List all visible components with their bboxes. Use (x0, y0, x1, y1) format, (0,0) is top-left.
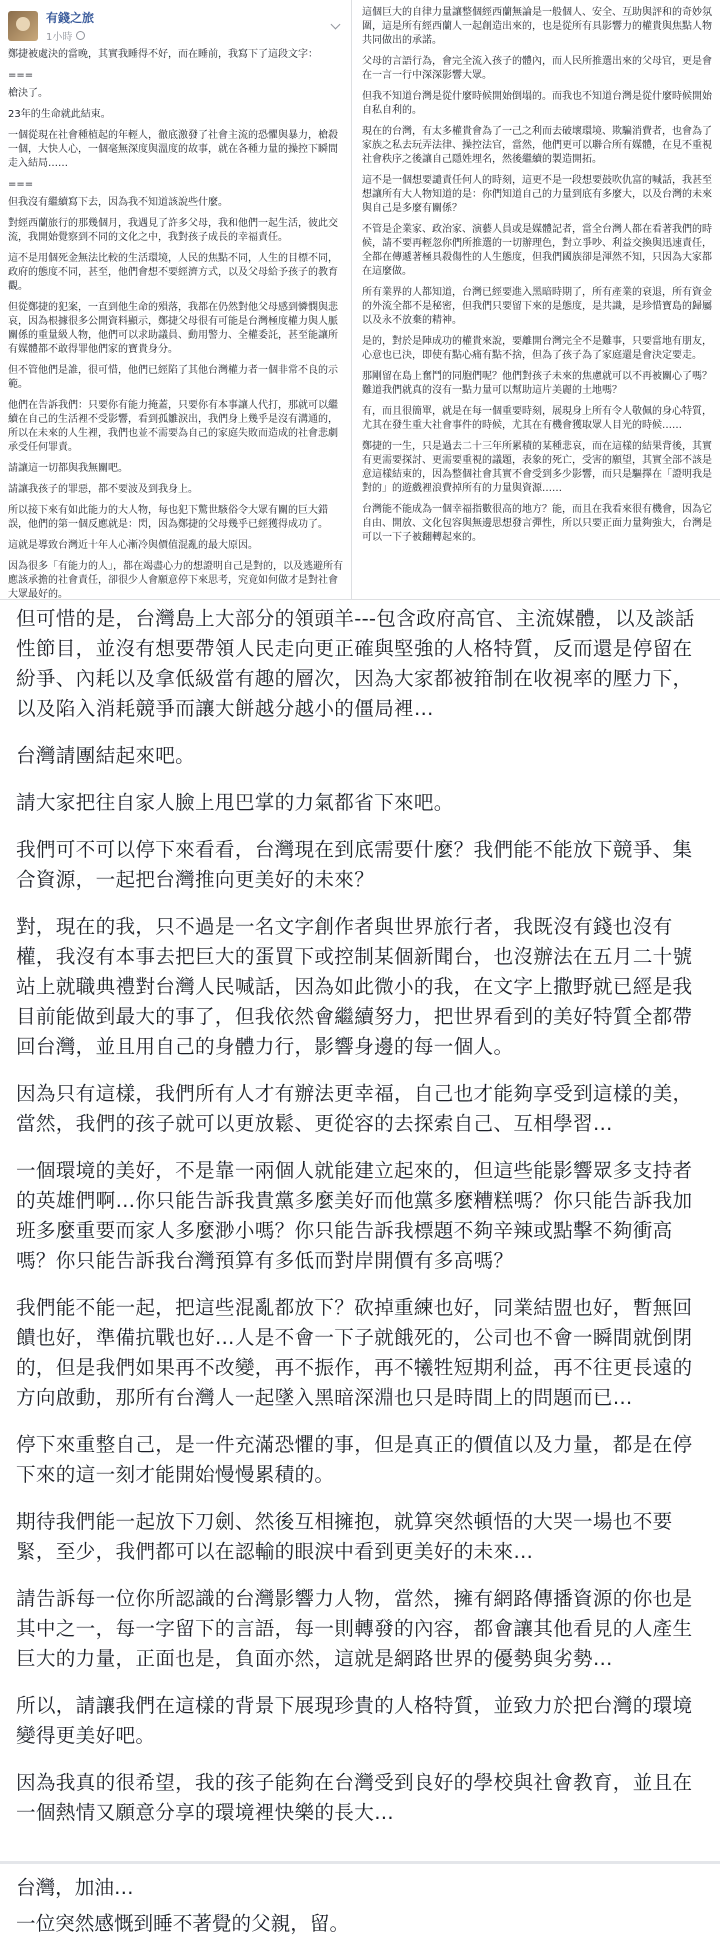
article-paragraph: 期待我們能一起放下刀劍、然後互相擁抱，就算突然頓悟的大哭一場也不要緊，至少，我們都可以在認輸的眼淚中看到更美好的未來… (16, 1510, 673, 1563)
post-timestamp[interactable]: 1小時 (46, 32, 73, 43)
post-paragraph: 但不管他們是誰，很可惜，他們已經陷了其他台灣權力者一個非常不良的示範。 (8, 365, 338, 390)
post-right-column (352, 0, 720, 600)
post-paragraph: 但我不知道台灣是從什麼時候開始倒塌的。而我也不知道台灣是從什麼時候開始自私自利的。 (362, 91, 712, 116)
post-paragraph: 是的，對於是陣成功的權貴來說，要離開台灣完全不是難事，只要當地有朋友，心意也已決，即使有點心痛有點不捨，但為了孩子為了家庭還是會決定要走。 (362, 336, 712, 361)
post-separator: === (8, 70, 34, 81)
article-paragraph: 我們能不能一起，把這些混亂都放下？砍掉重練也好，同業結盟也好，暫無回饋也好，準備抗戰也好…人是不會一下子就餓死的，公司也不會一瞬間就倒閉的，但是我們如果再不改變，再不振作，再不犧牲短期利益，再不往更長遠的方向啟動，那所有台灣人一起墜入黑暗深淵也只是時間上的問題而已… (16, 1296, 693, 1409)
signature-line: 一位突然感慨到睡不著覺的父親，留。 (16, 1912, 350, 1935)
post-paragraph: 台灣能不能成為一個幸福指數很高的地方？能，而且在我看來很有機會，因為它自由、開放、文化包容與無邊思想發言彈性，所以只要正面力量夠強大，台灣是可以一下子被翻轉起來的。 (362, 504, 712, 543)
post-paragraph: 這不是用個死金無法比較的生活環境，人民的焦點不同，人生的目標不同，政府的態度不同，甚至，他們會想不要經濟方式，以及父母給予孩子的教育觀。 (8, 253, 338, 292)
post-paragraph: 鄭捷被處決的當晚，其實我睡得不好，而在睡前，我寫下了這段文字： (8, 49, 318, 60)
article-paragraph: 停下來重整自己，是一件充滿恐懼的事，但是真正的價值以及力量，都是在停下來的這一刻才能開始慢慢累積的。 (16, 1433, 693, 1486)
post-paragraph: 因為很多「有能力的人」，都在竭盡心力的想證明自己是對的，以及逃避所有應該承擔的社會責任，卻很少人會願意停下來思考，究竟如何做才是對社會大眾最好的。 (8, 561, 343, 600)
article-body (0, 600, 720, 1861)
article-paragraph: 請告訴每一位你所認識的台灣影響力人物，當然，擁有網路傳播資源的你也是其中之一，每一字留下的言語，每一則轉發的內容，都會讓其他看見的人產生巨大的力量，正面也是，負面亦然，這就是網路世界的優勢與劣勢… (16, 1587, 693, 1670)
post-paragraph: 鄭捷的一生，只是過去二十三年所累積的某種悲哀，而在這樣的結果背後，其實有更需要探討、更需要重視的議題，表象的死亡，受害的願望，其實全部不該是意這樣結束的，因為整個社會其實不會受到多少影響，而只是驅擇在「證明我是對的」的遊戲裡浪費掉所有的力量與資源…… (362, 441, 712, 494)
post-left-column (0, 0, 352, 600)
post-paragraph: 請讓我孩子的罪惡，都不要波及到我身上。 (8, 484, 198, 495)
post-paragraph: 有，而且很簡單，就是在每一個重要時刻，展現身上所有令人敬佩的身心特質，尤其在發生重大社會事件的時候，尤其在有機會獲取眾人目光的時候…… (362, 406, 712, 431)
post-paragraph: 槍決了。 (8, 88, 48, 99)
signature-block (0, 1864, 720, 1949)
article-paragraph: 因為只有這樣，我們所有人才有辦法更幸福，自己也才能夠享受到這樣的美，當然，我們的孩子就可以更放鬆、更從容的去探索自己、互相學習… (16, 1082, 693, 1135)
post-paragraph: 請讓這一切都與我無關吧。 (8, 463, 128, 474)
post-paragraph: 但我沒有繼續寫下去，因為我不知道該說些什麼。 (8, 197, 228, 208)
post-paragraph: 這就是導致台灣近十年人心漸冷與價值混亂的最大原因。 (8, 540, 258, 551)
globe-icon (76, 31, 85, 40)
article-paragraph: 我們可不可以停下來看看，台灣現在到底需要什麼？我們能不能放下競爭、集合資源，一起把台灣推向更美好的未來？ (16, 838, 693, 891)
post-time-row (46, 28, 94, 43)
article-paragraph: 請大家把往自家人臉上甩巴掌的力氣都省下來吧。 (16, 791, 454, 814)
post-paragraph: 那剛留在島上奮鬥的同胞們呢？他們對孩子未來的焦慮就可以不再被關心了嗎？難道我們就真的沒有一點力量可以幫助這片美麗的土地嗎？ (362, 371, 712, 396)
article-paragraph: 因為我真的很希望，我的孩子能夠在台灣受到良好的學校與社會教育，並且在一個熱情又願意分享的環境裡快樂的長大… (16, 1771, 693, 1824)
post-paragraph: 所以接下來有如此能力的大人物，每也犯下驚世駭俗令大眾有關的巨大錯誤，他們的第一個反應就是：閃，因為鄭捷的父母幾乎已經獲得成功了。 (8, 505, 328, 530)
post-body-left (8, 48, 343, 600)
post-paragraph: 父母的言語行為，會完全流入孩子的體內，而人民所推選出來的父母官，更是會在一言一行中深深影響大眾。 (362, 56, 712, 81)
article-paragraph: 所以，請讓我們在這樣的背景下展現珍貴的人格特質，並致力於把台灣的環境變得更美好吧。 (16, 1694, 693, 1747)
post-paragraph: 現在的台灣，有太多權貴會為了一己之利而去破壞環境、欺騙消費者，也會為了家族之私去玩弄法律、操控法官，當然，他們更可以聯合所有媒體，在見不重視社會秩序之後讓自己隱姓埋名，然後繼續的製造開拓。 (362, 126, 712, 165)
post-paragraph: 不管是企業家、政治家、演藝人員或是媒體記者，當全台灣人都在看著我們的時候，請不要再輕忽你們所推選的一切辦理色，對立爭吵、利益交換與迅速責任，全都在傳遞著極具殺傷性的人生態度，但我們國族卻是渾然不知，只因為大家都在這麼做。 (362, 224, 712, 277)
post-paragraph: 但從鄭捷的犯案，一直到他生命的殞落，我都在仍然對他父母感到憐憫與悲哀，因為根據很多公開資料顯示，鄭捷父母很有可能是台灣極度權力與人脈關係的重量級人物，他們可以求助議員、動用警力、全權委託，甚至能讓所有媒體都不敢得罪他們家的寶貴身分。 (8, 302, 338, 355)
post-separator: === (8, 179, 34, 190)
post-paragraph: 這不是一個想要譴責任何人的時刻，這更不是一段想要鼓吹仇富的喊話，我甚至想讓所有大人物知道的是：你們知道自己的力量到底有多麼大，以及台灣的未來與自己是多麼有關係？ (362, 175, 712, 214)
post-paragraph: 這個巨大的自律力量讓整個經西蘭無論是一般個人、安全、互助與評和的奇妙氛圍，這是所有經西蘭人一起創造出來的，也是從所有具影響力的權貴與焦點人物共同做出的承諾。 (362, 7, 712, 46)
article-paragraph: 對，現在的我，只不過是一名文字創作者與世界旅行者，我既沒有錢也沒有權，我沒有本事去把巨大的蛋買下或控制某個新聞台，也沒辦法在五月二十號站上就職典禮對台灣人民喊話，因為如此微小的我，在文字上撒野就已經是我目前能做到最大的事了，但我依然會繼續努力，把世界看到的美好特質全都帶回台灣，並且用自己的身體力行，影響身邊的每一個人。 (16, 915, 693, 1058)
author-name[interactable]: 有錢之旅 (46, 11, 95, 25)
signature-line: 台灣，加油… (16, 1876, 134, 1899)
post-paragraph: 他們在告訴我們：只要你有能力掩蓋，只要你有本事讓人代打，那就可以繼續在自己的生活裡不受影響，看到孤雛淚出，我們身上幾乎是沒有溝通的，所以在未來的人生裡，我們也並不需要為自己的家庭失敗而造成的社會悲劇承受任何罪責。 (8, 400, 338, 453)
article-paragraph: 一個環境的美好，不是靠一兩個人就能建立起來的，但這些能影響眾多支持者的英雄們啊…你只能告訴我貴黨多麼美好而他黨多麼糟糕嗎？你只能告訴我加班多麼重要而家人多麼渺小嗎？你只能告訴我標題不夠辛辣或點擊不夠衝高嗎？你只能告訴我台灣預算有多低而對岸開價有多高嗎？ (16, 1159, 693, 1272)
post-header (8, 6, 343, 46)
post-paragraph: 所有業界的人都知道，台灣已經要進入黑暗時期了，所有產業的衰退，所有資金的外流全都不是秘密，但我們只要留下來的是態度，是共識，是珍惜寶島的歸屬以及永不放棄的精神。 (362, 287, 712, 326)
post-meta (46, 9, 94, 43)
chevron-down-icon[interactable] (329, 19, 343, 33)
post-paragraph: 23年的生命就此結束。 (8, 109, 111, 120)
article-paragraph: 但可惜的是，台灣島上大部分的領頭羊---包含政府高官、主流媒體，以及談話性節目，並沒有想要帶領人民走向更正確與堅強的人格特質，反而還是停留在紛爭、內耗以及拿低級當有趣的層次，因為大家都被箝制在收視率的壓力下，以及陷入消耗競爭而讓大餅越分越小的僵局裡… (16, 607, 695, 720)
avatar[interactable] (8, 11, 38, 41)
article-paragraph: 台灣請團結起來吧。 (16, 744, 196, 767)
post-paragraph: 一個從現在社會種植起的年輕人，徹底激發了社會主流的恐懼與暴力，槍殺一個，大快人心，一個毫無深度與溫度的故事，就在各種力量的操控下瞬間走入結局…… (8, 130, 338, 169)
post-screenshot (0, 0, 720, 600)
post-paragraph: 對經西蘭旅行的那幾個月，我遇見了許多父母，我和他們一起生活，彼此交流，我開始覺察到不同的文化之中，我對孩子成長的幸福責任。 (8, 218, 338, 243)
